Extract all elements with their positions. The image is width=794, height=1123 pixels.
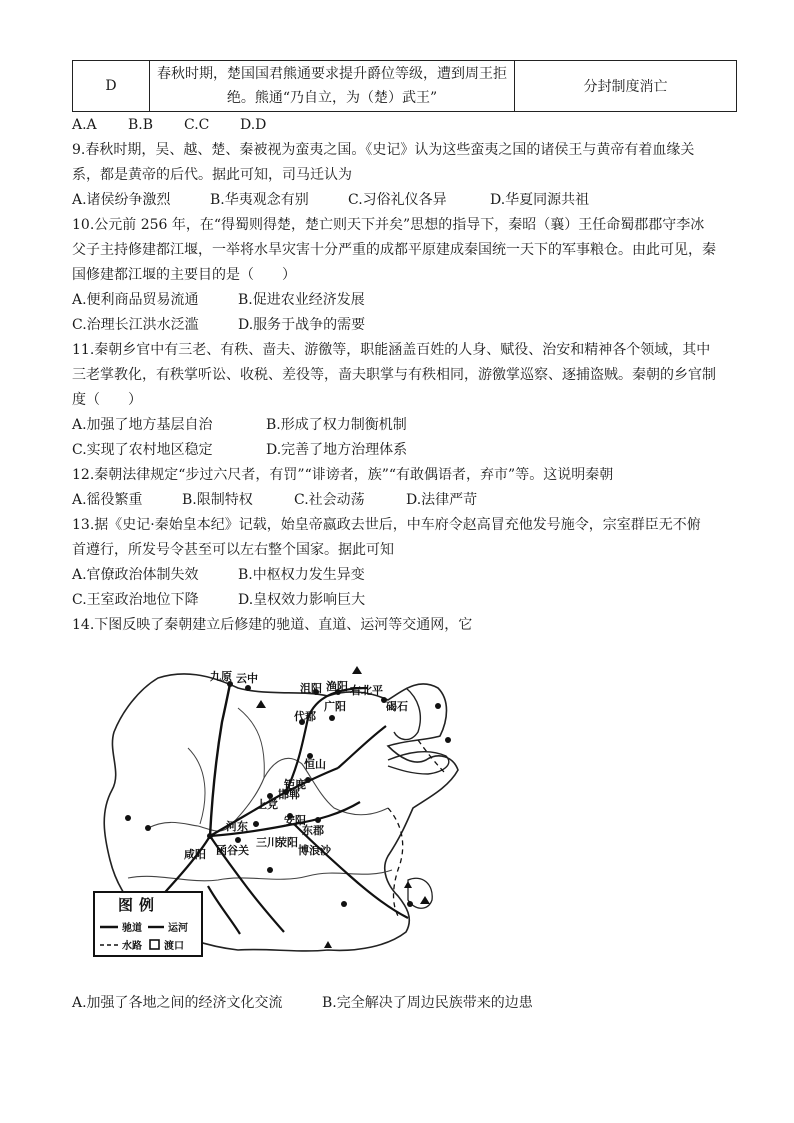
place-shangdang: 上党 <box>256 798 278 811</box>
q11-options <box>72 440 407 460</box>
option-a[interactable]: A.便利商品贸易流通 <box>72 292 199 308</box>
option-c[interactable]: C.实现了农村地区稳定 <box>72 442 213 458</box>
place-dongjun: 东郡 <box>302 824 324 837</box>
legend-item-ferry: 渡口 <box>164 941 184 952</box>
q12-options <box>72 490 477 510</box>
option-b[interactable]: B.B <box>128 117 154 133</box>
option-a[interactable]: A.加强了地方基层自治 <box>72 417 213 433</box>
place-xianyang: 咸阳 <box>184 848 206 861</box>
option-a[interactable]: A.诸侯纷争激烈 <box>72 192 171 208</box>
option-b[interactable]: B.限制特权 <box>182 492 253 508</box>
option-d[interactable]: D.服务于战争的需要 <box>238 317 366 333</box>
table-row <box>73 61 737 112</box>
q14-options <box>72 993 533 1013</box>
place-yunzhong: 云中 <box>236 672 258 685</box>
table-cell-description <box>150 61 515 112</box>
option-c[interactable]: C.王室政治地位下降 <box>72 592 199 608</box>
place-daijun: 代郡 <box>294 710 316 723</box>
option-b[interactable]: B.中枢权力发生异变 <box>238 567 365 583</box>
place-julu: 钜鹿 <box>284 778 306 791</box>
place-handan: 邯郸 <box>278 788 300 801</box>
place-juyang: 沮阳 <box>300 682 322 695</box>
table-cell-letter: D <box>73 61 150 112</box>
place-anyang: 安阳 <box>284 814 306 827</box>
q13-options <box>72 565 365 585</box>
place-youbeiping: 右北平 <box>350 684 383 697</box>
option-d[interactable]: D.皇权效力影响巨大 <box>238 592 366 608</box>
place-hedong: 河东 <box>226 820 248 833</box>
option-a[interactable]: A.加强了各地之间的经济文化交流 <box>72 995 283 1011</box>
description-line: 春秋时期，楚国国君熊通要求提升爵位等级，遭到周王拒 <box>157 66 507 82</box>
question-10-line: 10.公元前 256 年，在“得蜀则得楚，楚亡则天下并矣”思想的指导下，秦昭（襄）王任命蜀郡郡守李冰 <box>72 217 705 233</box>
question-12-line: 12.秦朝法律规定“步过六尺者，有罚”“诽谤者，族”“有敢偶语者，弃市”等。这说明秦朝 <box>72 467 614 483</box>
place-jiuyuan: 九原 <box>210 670 232 683</box>
description-line: 绝。熊通“乃自立，为（楚）武王” <box>226 90 438 106</box>
q13-options <box>72 590 365 610</box>
option-c[interactable]: C.治理长江洪水泛滥 <box>72 317 199 333</box>
place-hengshan: 恒山 <box>304 758 326 771</box>
option-a[interactable]: A.徭役繁重 <box>72 492 143 508</box>
map-svg <box>88 648 474 974</box>
option-b[interactable]: B.华夷观念有别 <box>210 192 309 208</box>
option-c[interactable]: C.社会动荡 <box>294 492 365 508</box>
question-10-line: 父子主持修建都江堰，一举将水旱灾害十分严重的成都平原建成秦国统一天下的军事粮仓。由此可见，秦 <box>72 242 716 258</box>
option-c[interactable]: C.习俗礼仪各异 <box>348 192 447 208</box>
option-a[interactable]: A.A <box>72 117 97 133</box>
question-9-line: 9.春秋时期，吴、越、楚、秦被视为蛮夷之国。《史记》认为这些蛮夷之国的诸侯王与黄帝有着血缘关 <box>72 142 695 158</box>
option-a[interactable]: A.官僚政治体制失效 <box>72 567 199 583</box>
place-xingyang: 荥阳 <box>276 836 298 849</box>
question-11-line: 度（ ） <box>72 392 142 408</box>
question-13-line: 首遵行，所发号令甚至可以左右整个国家。据此可知 <box>72 542 394 558</box>
question-11-line: 三老掌教化，有秩掌听讼、收税、差役等，啬夫职掌与有秩相同，游徼掌巡察、逐捕盗贼。秦朝的乡官制 <box>72 367 716 383</box>
option-b[interactable]: B.形成了权力制衡机制 <box>266 417 407 433</box>
option-d[interactable]: D.完善了地方治理体系 <box>266 442 408 458</box>
legend-item-chidao: 驰道 <box>122 923 142 934</box>
place-hanguguan: 函谷关 <box>216 844 249 857</box>
map-legend <box>94 892 202 956</box>
legend-title: 图例 <box>118 896 161 914</box>
river-branch <box>188 748 205 824</box>
liaodong-peninsula <box>394 688 420 740</box>
legend-item-waterway: 水路 <box>122 941 142 952</box>
canal <box>208 886 240 934</box>
q10-options <box>72 315 365 335</box>
question-11-line: 11.秦朝乡官中有三老、有秩、啬夫、游徼等，职能涵盖百姓的人身、赋役、治安和精神各个领域，其中 <box>72 342 711 358</box>
q10-options <box>72 290 365 310</box>
place-jieshi: 碣石 <box>386 700 408 713</box>
question-13-line: 13.据《史记·秦始皇本纪》记载，始皇帝嬴政去世后，中车府令赵高冒充他发号施令，宗室群臣无不俯 <box>72 517 701 533</box>
qin-transport-map <box>88 648 474 974</box>
river-branch <box>238 708 264 778</box>
q11-options <box>72 415 407 435</box>
legend-item-canal: 运河 <box>168 923 188 934</box>
place-guangyang: 广阳 <box>324 700 346 713</box>
option-d[interactable]: D.D <box>240 117 267 133</box>
question-9-line: 系，都是黄帝的后代。据此可知，司马迁认为 <box>72 167 352 183</box>
place-sanchuan: 三川 <box>256 836 278 849</box>
zhidao-road <box>210 684 230 836</box>
q8-options <box>72 115 266 135</box>
option-d[interactable]: D.法律严苛 <box>406 492 478 508</box>
option-b[interactable]: B.完全解决了周边民族带来的边患 <box>322 995 533 1011</box>
table-cell-conclusion: 分封制度消亡 <box>515 61 737 112</box>
place-bolangsha: 博浪沙 <box>298 844 331 857</box>
option-b[interactable]: B.促进农业经济发展 <box>238 292 365 308</box>
question-14-line: 14.下图反映了秦朝建立后修建的驰道、直道、运河等交通网，它 <box>72 617 473 633</box>
option-table <box>72 60 737 112</box>
q9-options <box>72 190 589 210</box>
option-d[interactable]: D.华夏同源共祖 <box>490 192 590 208</box>
option-c[interactable]: C.C <box>184 117 210 133</box>
place-yuyang: 渔阳 <box>326 680 348 693</box>
question-10-line: 国修建都江堰的主要目的是（ ） <box>72 267 296 283</box>
